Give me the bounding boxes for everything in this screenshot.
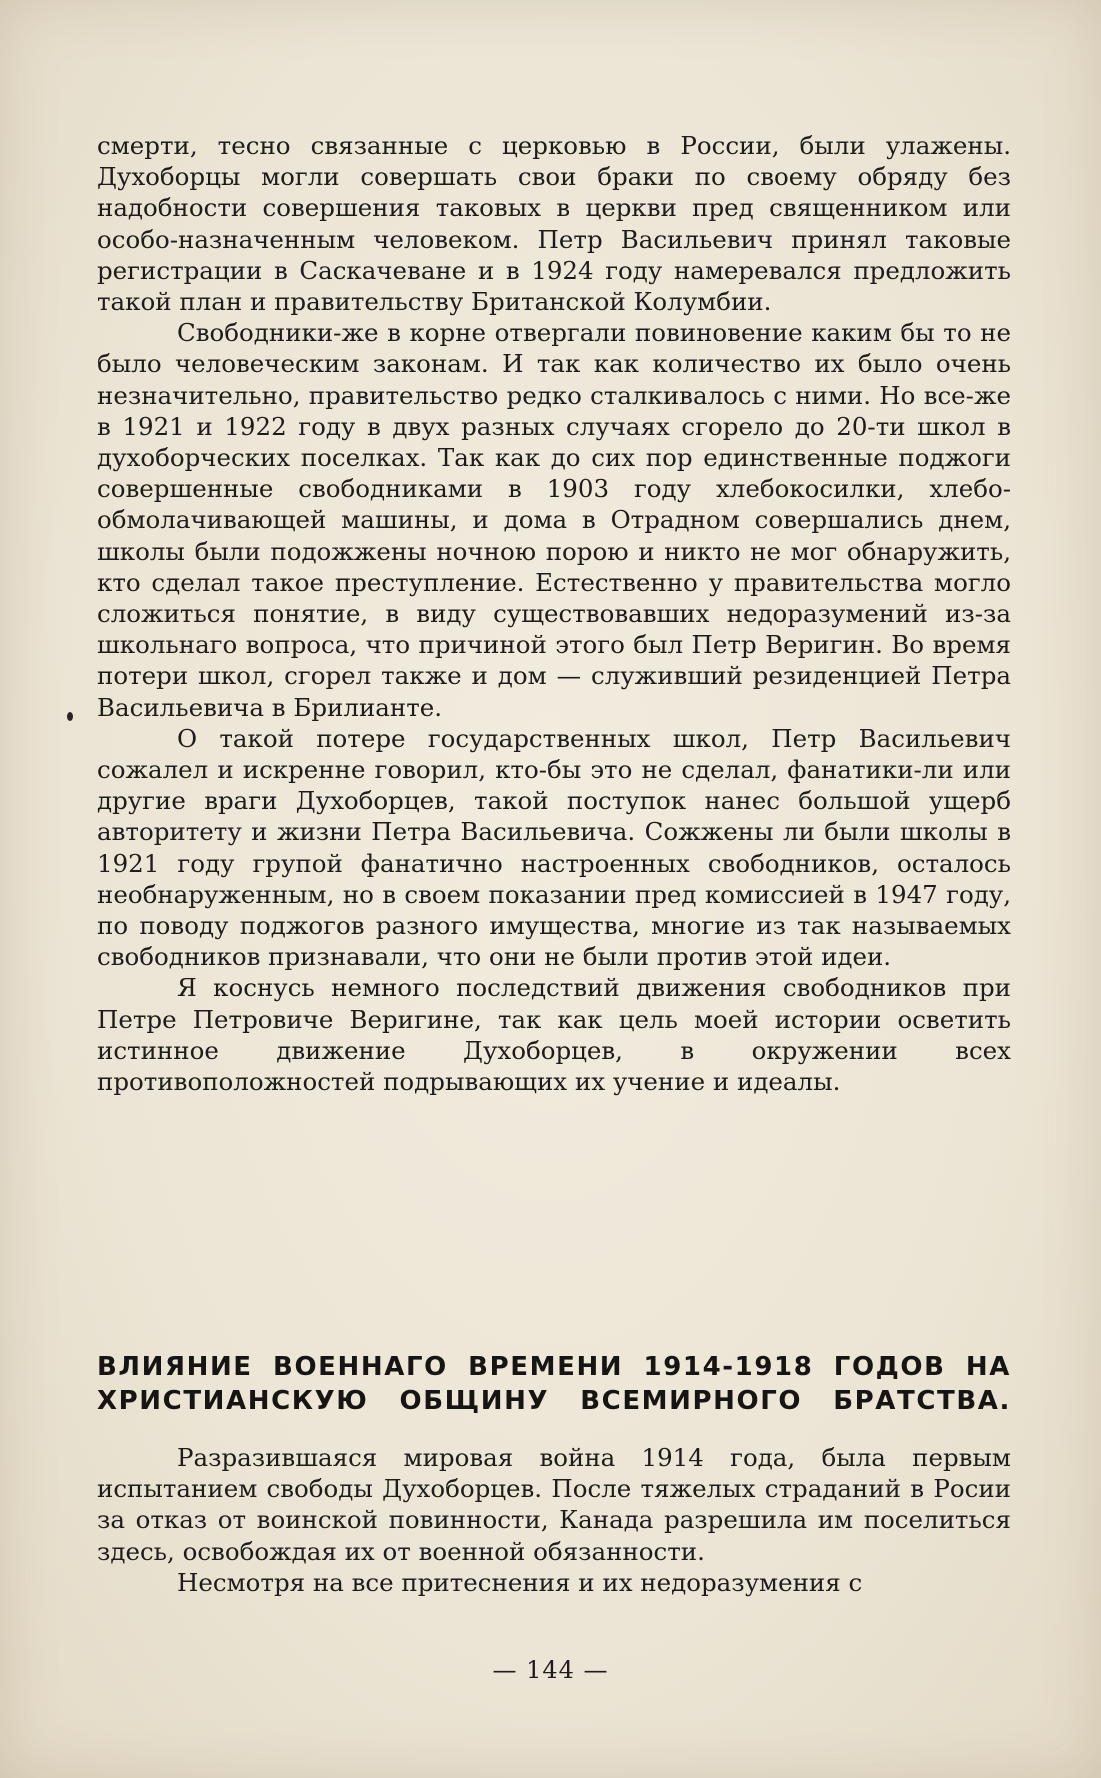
paragraph-svobodniki: Свободники-же в корне отвергали повиновение каким бы то не было человеческим законам. И так как количество их было очень незначительно, правительство редко сталкивалось с ними. Но все-же в 1921 и 1922 году в двух разных случаях сгорело до 20-ти школ в духоборческих поселках. Так как до сих пор единственные поджоги совершенные свободниками в 1903 году хлебокосилки, хлебо-обмолачивающей машины, и дома в Отрадном совершались днем, школы были подожжены ночною порою и никто не мог обнаружить, кто сделал такое преступление. Естественно у правительства могло сложиться понятие, в виду существовавших недоразумений из-за школьнаго вопроса, что причиной этого был Петр Веригин. Во время потери школ, сгорел также и дом — служивший резиденцией Петра Васильевича в Брилианте.	[97, 318, 1011, 722]
margin-dot-mark	[67, 712, 73, 721]
paragraph-war-1914: Разразившаяся мировая война 1914 года, была первым испытанием свободы Духоборцев. После тяжелых страданий в Росии за отказ от воинской повинности, Канада разрешила им поселиться здесь, освобождая их от военной обязанности.	[97, 1443, 1011, 1566]
page-number: — 144 —	[492, 1656, 609, 1684]
section-heading	[97, 1350, 1011, 1418]
paragraph-school-loss: О такой потере государственных школ, Петр Васильевич сожалел и искренне говорил, кто-бы это не сделал, фанатики-ли или другие враги Духоборцев, такой поступок нанес большой ущерб авторитету и жизни Петра Васильевича. Сожжены ли были школы в 1921 году групой фанатично настроенных свободников, осталось необнаруженным, но в своем показании пред комиссией в 1947 году, по поводу поджогов разного имущества, многие из так называемых свободников признавали, что они не были против этой идеи.	[97, 723, 1011, 972]
paragraph-despite: Несмотря на все притеснения и их недоразумения с	[177, 1567, 863, 1597]
paragraph-continuation: смерти, тесно связанные с церковью в России, были улажены. Духоборцы могли совершать свои браки по своему обряду без надобности совершения таковых в церкви пред священником или особо-назначенным человеком. Петр Васильевич принял таковые регистрации в Саскачеване и в 1924 году намеревался предложить такой план и правительству Британской Колумбии.	[97, 131, 1011, 317]
section-heading-line-1: ВЛИЯНИЕ ВОЕННАГО ВРЕМЕНИ 1914-1918 ГОДОВ НА	[97, 1352, 1011, 1382]
section-heading-line-2: ХРИСТИАНСКУЮ ОБЩИНУ ВСЕМИРНОГО БРАТСТВА.	[97, 1386, 1011, 1416]
text-section-top	[97, 130, 1011, 1097]
paragraph-consequences: Я коснусь немного последствий движения свободников при Петре Петровиче Веригине, так как цель моей истории осветить истинное движение Духоборцев, в окружении всех противоположностей подрывающих их учение и идеалы.	[97, 973, 1011, 1097]
text-section-bottom	[97, 1442, 1011, 1598]
